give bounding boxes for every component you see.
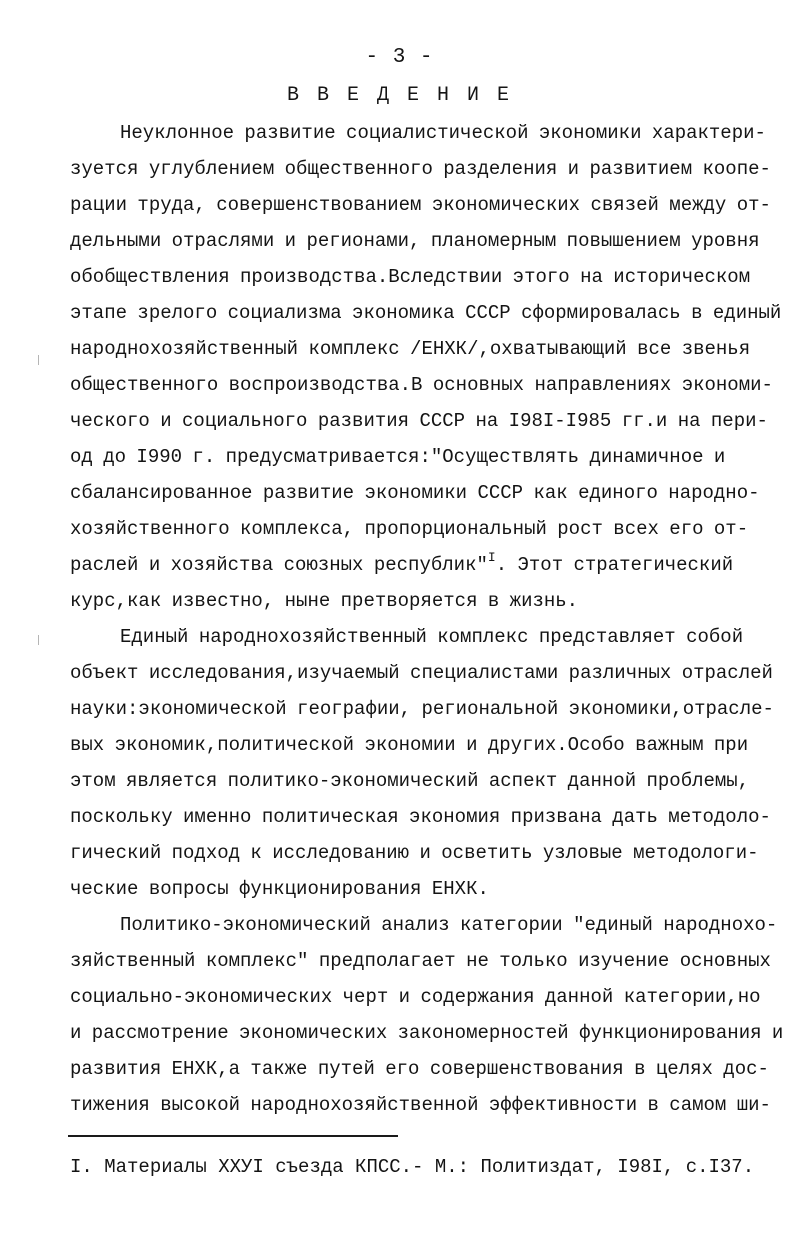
- text-segment: . Этот стратегический: [495, 554, 734, 576]
- text-line: Неуклонное развитие социалистической экономики характери-: [120, 122, 766, 144]
- text-line: од до I990 г. предусматривается:"Осуществлять динамичное и: [70, 446, 726, 468]
- text-line: народнохозяйственный комплекс /ЕНХК/,охватывающий все звенья: [70, 338, 751, 360]
- text-segment: раслей и хозяйства союзных республик": [70, 554, 488, 576]
- text-line: ческого и социального развития СССР на I98I-I985 гг.и на пери-: [70, 410, 768, 432]
- page-number: - 3 -: [365, 46, 434, 69]
- text-line: Единый народнохозяйственный комплекс представляет собой: [120, 626, 744, 648]
- footnote-divider: [68, 1135, 398, 1137]
- text-line: объект исследования,изучаемый специалистами различных отраслей: [70, 662, 773, 684]
- text-line: Политико-экономический анализ категории "единый народнохо-: [120, 914, 778, 936]
- text-line: поскольку именно политическая экономия призвана дать методоло-: [70, 806, 771, 828]
- text-line: ческие вопросы функционирования ЕНХК.: [70, 878, 489, 900]
- text-line: гический подход к исследованию и осветить узловые методологи-: [70, 842, 759, 864]
- text-line: зяйственный комплекс" предполагает не только изучение основных: [70, 950, 771, 972]
- text-line: курс,как известно, ныне претворяется в жизнь.: [70, 590, 579, 612]
- text-line: общественного воспроизводства.В основных направлениях экономи-: [70, 374, 773, 396]
- text-line: этом является политико-экономический аспект данной проблемы,: [70, 770, 750, 792]
- footnote-reference: I: [487, 550, 496, 565]
- text-line: развития ЕНХК,а также путей его совершенствования в целях дос-: [70, 1058, 769, 1080]
- text-line: рации труда, совершенствованием экономических связей между от-: [70, 194, 771, 216]
- text-line: науки:экономической географии, региональной экономики,отрасле-: [70, 698, 774, 720]
- text-line: хозяйственного комплекса, пропорциональный рост всех его от-: [70, 518, 749, 540]
- scan-mark: [38, 355, 39, 365]
- text-line-with-footnote: [70, 550, 734, 577]
- text-line: вых экономик,политической экономии и других.Особо важным при: [70, 734, 749, 756]
- text-line: обобществления производства.Вследствии этого на историческом: [70, 266, 751, 288]
- text-line: сбалансированное развитие экономики СССР как единого народно-: [70, 482, 760, 504]
- text-line: зуется углублением общественного разделения и развитием коопе-: [70, 158, 771, 180]
- text-line: тижения высокой народнохозяйственной эффективности в самом ши-: [70, 1094, 771, 1116]
- scan-mark: [38, 635, 39, 645]
- text-line: этапе зрелого социализма экономика СССР сформировалась в единый: [70, 302, 782, 324]
- text-line: социально-экономических черт и содержания данной категории,но: [70, 986, 761, 1008]
- text-line: дельными отраслями и регионами, планомерным повышением уровня: [70, 230, 760, 252]
- text-line: и рассмотрение экономических закономерностей функционирования и: [70, 1022, 784, 1044]
- footnote-text: I. Материалы XXУI съезда КПСС.- М.: Политиздат, I98I, с.I37.: [70, 1156, 755, 1178]
- section-heading: В В Е Д Е Н И Е: [286, 84, 513, 107]
